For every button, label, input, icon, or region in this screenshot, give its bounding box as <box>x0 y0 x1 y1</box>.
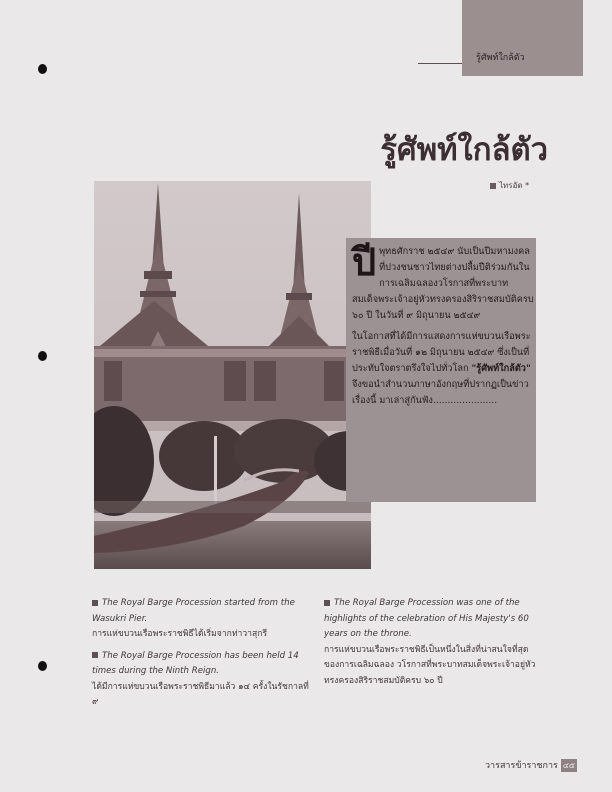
page-number: ๔๕ <box>562 761 575 770</box>
caption-thai: ได้มีการแห่ขบวนเรือพระราชพิธีมาแล้ว ๑๔ ครั้งในรัชกาลที่ ๙ <box>92 681 309 707</box>
caption-thai: การแห่ขบวนเรือพระราชพิธีได้เริ่มจากท่าวาสุกรี <box>92 629 268 639</box>
intro-paragraph-1-text: พุทธศักราช ๒๕๔๙ นับเป็นปีมหามงคล ที่ปวงชนชาวไทยต่างปลื้มปีติร่วมกันในการเฉลิมฉลองวโรกาสที่พระบาทสมเด็จพระเจ้าอยู่หัวทรงครองสิริราชสมบัติครบ ๖๐ ปี ในวันที่ ๙ มิถุนายน ๒๕๔๙ <box>352 246 534 321</box>
binder-hole-top <box>38 64 47 74</box>
caption-item <box>324 596 542 689</box>
caption-bullet-icon <box>324 600 330 606</box>
caption-english: The Royal Barge Procession started from the Wasukri Pier. <box>92 598 295 624</box>
section-tab-rule <box>418 63 462 64</box>
caption-item <box>92 649 310 711</box>
caption-bullet-icon <box>92 652 98 658</box>
intro-paragraph-2-start: ในโอกาสที่ได้มีการแสดงการแห่ขบวนเรือพระราชพิธีเมื่อวันที่ ๑๒ มิถุนายน ๒๕๔๙ ซึ่งเป็นที่ประทับใจตราตรึงใจไปทั่วโลก <box>352 331 531 374</box>
section-tab-label: รู้ศัพท์ใกล้ตัว <box>476 53 525 63</box>
caption-english: The Royal Barge Procession was one of the highlights of the celebration of His Majesty's 60 years on the throne. <box>324 598 529 639</box>
intro-paragraph-2 <box>352 329 534 409</box>
page-title: รู้ศัพท์ใกล้ตัว <box>380 132 548 168</box>
caption-item <box>92 596 310 643</box>
photo-illustration <box>94 181 371 569</box>
section-tab-block <box>462 0 583 76</box>
intro-paragraph-2-highlight: "รู้ศัพท์ใกล้ตัว" <box>471 363 531 374</box>
intro-text <box>352 240 534 414</box>
caption-bullet-icon <box>92 600 98 606</box>
binder-hole-middle <box>38 351 47 361</box>
journal-name: วารสารข้าราชการ <box>485 761 558 771</box>
dropcap: ปี <box>352 240 377 284</box>
author-name: ไทรอัด * <box>499 181 530 190</box>
captions-left <box>92 596 310 717</box>
intro-paragraph-2-end: จึงขอนำสำนวนภาษาอังกฤษที่ปรากฏเป็นข่าวเรื่องนี้ มาเล่าสู่กันฟัง...................... <box>352 379 529 406</box>
binder-hole-bottom <box>38 661 47 671</box>
caption-thai: การแห่ขบวนเรือพระราชพิธีเป็นหนึ่งในสิ่งที่น่าสนใจที่สุดของการเฉลิมฉลอง วโรกาสที่พระบาทสมเด็จพระเจ้าอยู่หัวทรงครองสิริราชสมบัติครบ ๖๐ ปี <box>324 644 536 686</box>
byline-square-icon <box>490 183 496 189</box>
temple-barge-photo <box>94 181 371 569</box>
page-footer <box>485 758 577 772</box>
author-byline <box>490 179 529 192</box>
captions-right <box>324 596 542 695</box>
intro-paragraph-1 <box>352 240 534 324</box>
caption-english: The Royal Barge Procession has been held 14 times during the Ninth Reign. <box>92 650 299 676</box>
